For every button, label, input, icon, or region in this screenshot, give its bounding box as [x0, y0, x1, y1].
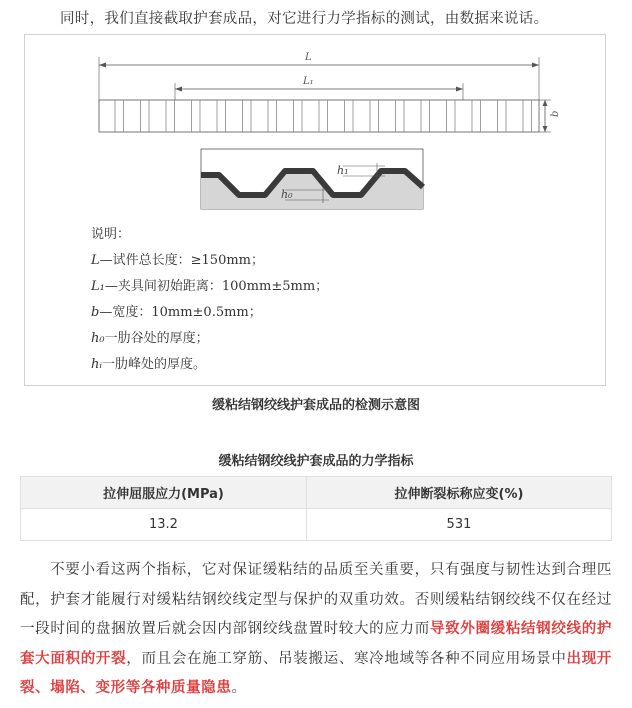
table-title: 缓粘结钢绞线护套成品的力学指标	[218, 454, 414, 469]
figure-caption: 缓粘结钢绞线护套成品的检测示意图	[211, 398, 420, 413]
legend-title: 说明：	[91, 227, 131, 242]
body-paragraph: 不要小看这两个指标，它对保证缓粘结的品质至关重要，只有强度与韧性达到合理匹配，护套才能履行对缓粘结钢绞线定型与保护的双重功效。否则缓粘结钢绞线不仅在经过一段时间的盘捆放置后就会因内部钢绞线盘置时较大的应力而导致外圈缓粘结钢绞线的护套大面积的开裂，而且会在施工穿筋、吊装搬运、寒冷地域等各种不同应用场景中出现开裂、塌陷、变形等各种质量隐患。	[20, 562, 613, 696]
legend-line-L1: L₁—夹具间初始距离：100mm±5mm；	[91, 279, 329, 294]
cell-yield-stress: 13.2	[21, 509, 307, 541]
header-yield-stress: 拉伸屈服应力(MPa)	[21, 477, 307, 509]
dim-L-label: L	[305, 52, 312, 63]
highlight-crack: 出现开裂	[20, 650, 612, 696]
mechanical-properties-table	[20, 476, 612, 541]
highlight-collapse: 塌陷	[50, 680, 81, 696]
dim-L1-label: L₁	[303, 76, 314, 87]
highlight-deformation: 变形等各种质量隐患	[95, 680, 232, 696]
legend-line-b: b—宽度：10mm±0.5mm；	[91, 305, 262, 320]
header-break-strain: 拉伸断裂标称应变(%)	[306, 477, 611, 509]
legend-line-L: L—试件总长度：≥150mm；	[91, 253, 265, 268]
highlight-cracking: 导致外圈缓粘结钢绞线的护套大面积的开裂	[20, 621, 613, 667]
legend-line-h0: h₀一肋谷处的厚度；	[91, 331, 209, 346]
intro-paragraph: 同时，我们直接截取护套成品，对它进行力学指标的测试，由数据来说话。	[60, 11, 549, 27]
label-h1: h₁	[337, 164, 349, 177]
dim-b-label: b	[550, 110, 561, 117]
label-h0: h₀	[281, 188, 293, 201]
test-schematic-figure	[24, 34, 606, 386]
cell-break-strain: 531	[306, 509, 611, 541]
table-header-row	[21, 477, 612, 509]
table-row	[21, 509, 612, 541]
legend-line-h1: hᵢ一肋峰处的厚度。	[91, 357, 207, 372]
